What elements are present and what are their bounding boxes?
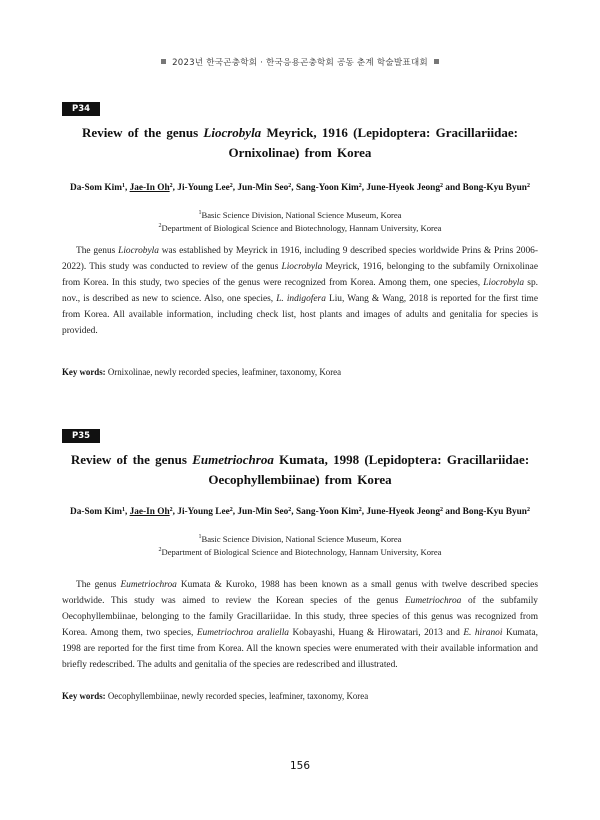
author-name: June-Hyeok Jeong xyxy=(366,507,440,517)
author-list: Da-Som Kim$^1$, Jae-In Oh$^2$, Ji-Young Lee$^2$, Jun-Min Seo$^2$, Sang-Yoon Kim$^2$, June-Hyeok Jeong$^2$ and Bong-Kyu Byun$^2$ xyxy=(70,507,530,517)
abstract-title: Review of the genus Liocrobyla Meyrick, 1916 (Lepidoptera: Gracillariidae: Ornixolinae) from Korea xyxy=(82,125,518,160)
author-affiliation-mark: 2 xyxy=(288,507,292,513)
keywords-label: Key words: xyxy=(62,367,106,377)
page-number: 156 xyxy=(289,760,311,772)
author-name: Da-Som Kim xyxy=(70,507,122,517)
affiliation-line: $^1$Basic Science Division, National Science Museum, Korea xyxy=(198,534,402,544)
author-name: Jae-In Oh xyxy=(129,183,170,193)
author-name: Ji-Young Lee xyxy=(177,507,230,517)
abstract-body: The genus Liocrobyla was established by Meyrick in 1916, including 9 described species worldwide Prins & Prins 2006-2022). This study was conducted to review of the genus Liocrobyla Meyrick, 1916, belonging to the subfamily Ornixolinae from Korea. In this study, two species of the genus were recognized from Korea. Among them, one species, Liocrobyla sp. nov., is described as new to science. Also, one species, L. indigofera Liu, Wang & Wang, 2018 is reported for the first time from Korea. All available information, including check list, host plants and images of adults and genitalia for species is provided. xyxy=(62,246,539,337)
abstract-title: Review of the genus Eumetriochroa Kumata, 1998 (Lepidoptera: Gracillariidae: Oecophyllembiinae) from Korea xyxy=(70,452,530,487)
author-affiliation-mark: 2 xyxy=(358,507,362,513)
author-affiliation-mark: 2 xyxy=(439,507,443,513)
keywords xyxy=(62,366,538,379)
header-text: 2023년 한국곤충학회 · 한국응용곤충학회 공동 춘계 학술발표대회 xyxy=(172,58,428,68)
author-name: June-Hyeok Jeong xyxy=(366,183,440,193)
author-name: Ji-Young Lee xyxy=(177,183,230,193)
author-name: Sang-Yoon Kim xyxy=(295,183,359,193)
author-name: Jun-Min Seo xyxy=(237,183,289,193)
affiliation-line: $^2$Department of Biological Science and Biotechnology, Hannam University, Korea xyxy=(158,222,442,233)
author-affiliation-mark: 1 xyxy=(121,507,125,513)
author-affiliation-mark: 1 xyxy=(121,183,125,189)
affiliation-list xyxy=(62,533,538,558)
author-affiliation-mark: 2 xyxy=(358,183,362,189)
author-name: Bong-Kyu Byun xyxy=(462,183,527,193)
header-square-right-icon xyxy=(434,59,439,64)
author-affiliation-mark: 2 xyxy=(169,183,173,189)
keywords-text: Oecophyllembiinae, newly recorded species, leafminer, taxonomy, Korea xyxy=(107,691,369,701)
keywords xyxy=(62,690,538,703)
author-name: Jun-Min Seo xyxy=(237,507,289,517)
author-affiliation-mark: 2 xyxy=(526,507,530,513)
author-name: Sang-Yoon Kim xyxy=(295,507,359,517)
keywords-text: Ornixolinae, newly recorded species, leafminer, taxonomy, Korea xyxy=(107,367,342,377)
author-list: Da-Som Kim$^1$, Jae-In Oh$^2$, Ji-Young Lee$^2$, Jun-Min Seo$^2$, Sang-Yoon Kim$^2$, June-Hyeok Jeong$^2$ and Bong-Kyu Byun$^2$ xyxy=(70,183,530,193)
author-affiliation-mark: 2 xyxy=(288,183,292,189)
author-name: Bong-Kyu Byun xyxy=(462,507,527,517)
author-affiliation-mark: 2 xyxy=(526,183,530,189)
author-affiliation-mark: 2 xyxy=(229,507,233,513)
abstract-body: The genus Eumetriochroa Kumata & Kuroko, 1988 has been known as a small genus with twelve described species worldwide. This study was aimed to review the Korean species of the genus Eumetriochroa of the subfamily Oecophyllembiinae, belonging to the family Gracillariidae. In this study, three species of this genus was recognized from Korea. Among them, two species, Eumetriochroa araliella Kobayashi, Huang & Hirowatari, 2013 and E. hiranoi Kumata, 1998 are reported for the first time from Korea. All the known species were enumerated with their available information and briefly redescribed. The adults and genitalia of the species are redescribed and illustrated. xyxy=(62,580,538,671)
page-header xyxy=(0,56,600,68)
keywords-label: Key words: xyxy=(62,691,106,701)
affiliation-line: $^1$Basic Science Division, National Science Museum, Korea xyxy=(198,210,402,220)
header-square-left-icon xyxy=(161,59,166,64)
author-affiliation-mark: 2 xyxy=(229,183,233,189)
author-name: Da-Som Kim xyxy=(70,183,122,193)
affiliation-list xyxy=(62,209,538,234)
affiliation-line: $^2$Department of Biological Science and Biotechnology, Hannam University, Korea xyxy=(158,546,442,557)
poster-badge: P34 xyxy=(62,102,100,116)
author-affiliation-mark: 2 xyxy=(169,507,173,513)
author-name: Jae-In Oh xyxy=(129,507,170,517)
poster-badge: P35 xyxy=(62,429,100,443)
author-affiliation-mark: 2 xyxy=(439,183,443,189)
